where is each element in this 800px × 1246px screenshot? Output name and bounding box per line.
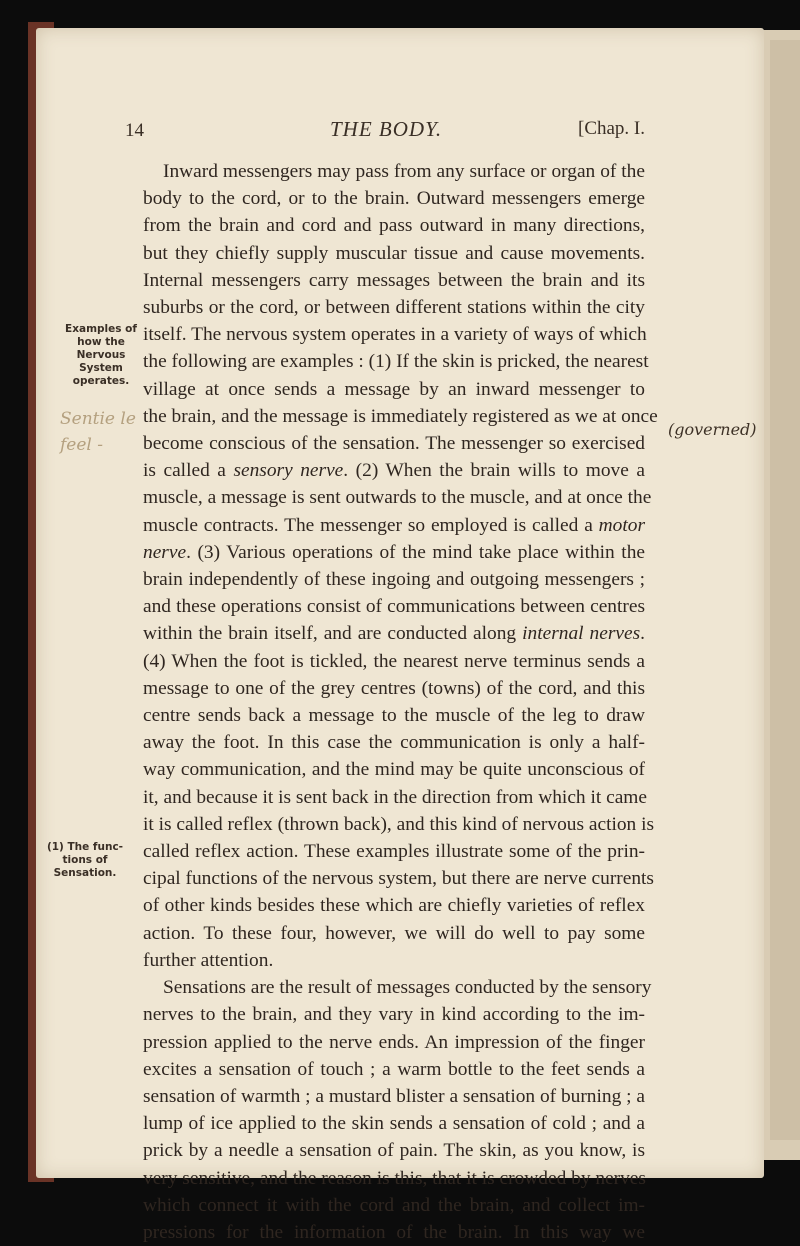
text-line: suburbs or the cord, or between different stations within the city: [143, 297, 645, 319]
text-line: muscle contracts. The messenger so employed is called a motor: [143, 514, 645, 536]
text-line: centre sends back a message to the muscle of the leg to draw: [143, 705, 645, 727]
text-line: itself. The nervous system operates in a variety of ways of which: [143, 324, 647, 346]
text-line: called reflex action. These examples illustrate some of the prin-: [143, 841, 645, 863]
sidenote-line: how the: [77, 336, 125, 348]
text-line: from the brain and cord and pass outward in many directions,: [143, 215, 645, 237]
text-line: it is called reflex (thrown back), and this kind of nervous action is: [143, 813, 655, 835]
text-line: brain independently of these ingoing and outgoing messengers ;: [143, 569, 645, 591]
text-line: (4) When the foot is tickled, the nearest nerve terminus sends a: [143, 650, 645, 672]
sidenote-sensation: [40, 841, 130, 880]
text-line: Sensations are the result of messages conducted by the sensory: [163, 977, 652, 999]
page-number: 14: [125, 120, 144, 141]
text-line: muscle, a message is sent outwards to the muscle, and at once the: [143, 487, 652, 509]
text-line: Internal messengers carry messages between the brain and its: [143, 269, 645, 291]
text-line: pression applied to the nerve ends. An impression of the finger: [143, 1031, 645, 1053]
text-line: action. To these four, however, we will do well to pay some: [143, 922, 645, 944]
text-line: of other kinds besides these which are chiefly varieties of reflex: [143, 895, 645, 917]
text-line: the brain, and the message is immediately registered as we at once: [143, 405, 658, 427]
text-line: excites a sensation of touch ; a warm bottle to the feet sends a: [143, 1058, 645, 1080]
text-line: away the foot. In this case the communication is only a half-: [143, 732, 645, 754]
text-line: is called a sensory nerve. (2) When the brain wills to move a: [143, 460, 646, 482]
text-line: nerve. (3) Various operations of the mind take place within the: [143, 541, 645, 563]
body-text: [143, 158, 658, 1246]
text-line: village at once sends a message by an inward messenger to: [143, 378, 645, 400]
text-line: further attention.: [143, 949, 274, 971]
sidenote-line: Examples of: [65, 323, 137, 335]
text-line: within the brain itself, and are conducted along internal nerves.: [143, 623, 646, 645]
text-line: prick by a needle a sensation of pain. The skin, as you know, is: [143, 1140, 645, 1162]
text-line: message to one of the grey centres (towns) of the cord, and this: [143, 677, 645, 699]
text-line: way communication, and the mind may be quite unconscious of: [143, 759, 645, 781]
text-line: nerves to the brain, and they vary in kind according to the im-: [143, 1004, 645, 1026]
text-line: become conscious of the sensation. The messenger so exercised: [143, 433, 645, 455]
sidenote-examples: [58, 323, 144, 388]
text-line: which connect it with the cord and the brain, and collect im-: [143, 1194, 645, 1216]
text-line: pressions for the information of the brain. In this way we: [143, 1221, 645, 1243]
handwritten-annotation-right: (governed): [668, 420, 757, 439]
sidenote-line: (1) The func-: [46, 841, 124, 853]
text-line: body to the cord, or to the brain. Outward messengers emerge: [143, 188, 645, 210]
text-line: the following are examples : (1) If the skin is pricked, the nearest: [143, 351, 649, 373]
text-line: cipal functions of the nervous system, but there are nerve currents: [143, 868, 654, 890]
text-line: it, and because it is sent back in the direction from which it came: [143, 786, 647, 808]
running-title: THE BODY.: [330, 117, 443, 141]
text-line: lump of ice applied to the skin sends a sensation of cold ; and a: [143, 1113, 645, 1135]
sidenote-line: System: [79, 362, 123, 374]
sidenote-line: operates.: [72, 375, 130, 387]
sidenote-line: Nervous: [76, 349, 126, 361]
text-line: very sensitive, and the reason is this, that it is crowded by nerves: [143, 1167, 646, 1189]
text-line: Inward messengers may pass from any surface or organ of the: [163, 161, 645, 182]
sidenote-line: Sensation.: [53, 867, 117, 879]
handwriting-line: Sentie le: [60, 409, 136, 429]
handwriting-line: feel -: [60, 435, 103, 455]
sidenote-line: tions of: [62, 854, 108, 866]
page-edge-inner: [770, 40, 800, 1140]
chapter-reference: [Chap. I.: [578, 118, 646, 139]
handwritten-annotation-left: [60, 406, 136, 458]
text-line: but they chiefly supply muscular tissue and cause movements.: [143, 242, 645, 264]
text-line: and these operations consist of communications between centres: [143, 596, 645, 618]
text-line: sensation of warmth ; a mustard blister a sensation of burning ; a: [143, 1085, 645, 1107]
